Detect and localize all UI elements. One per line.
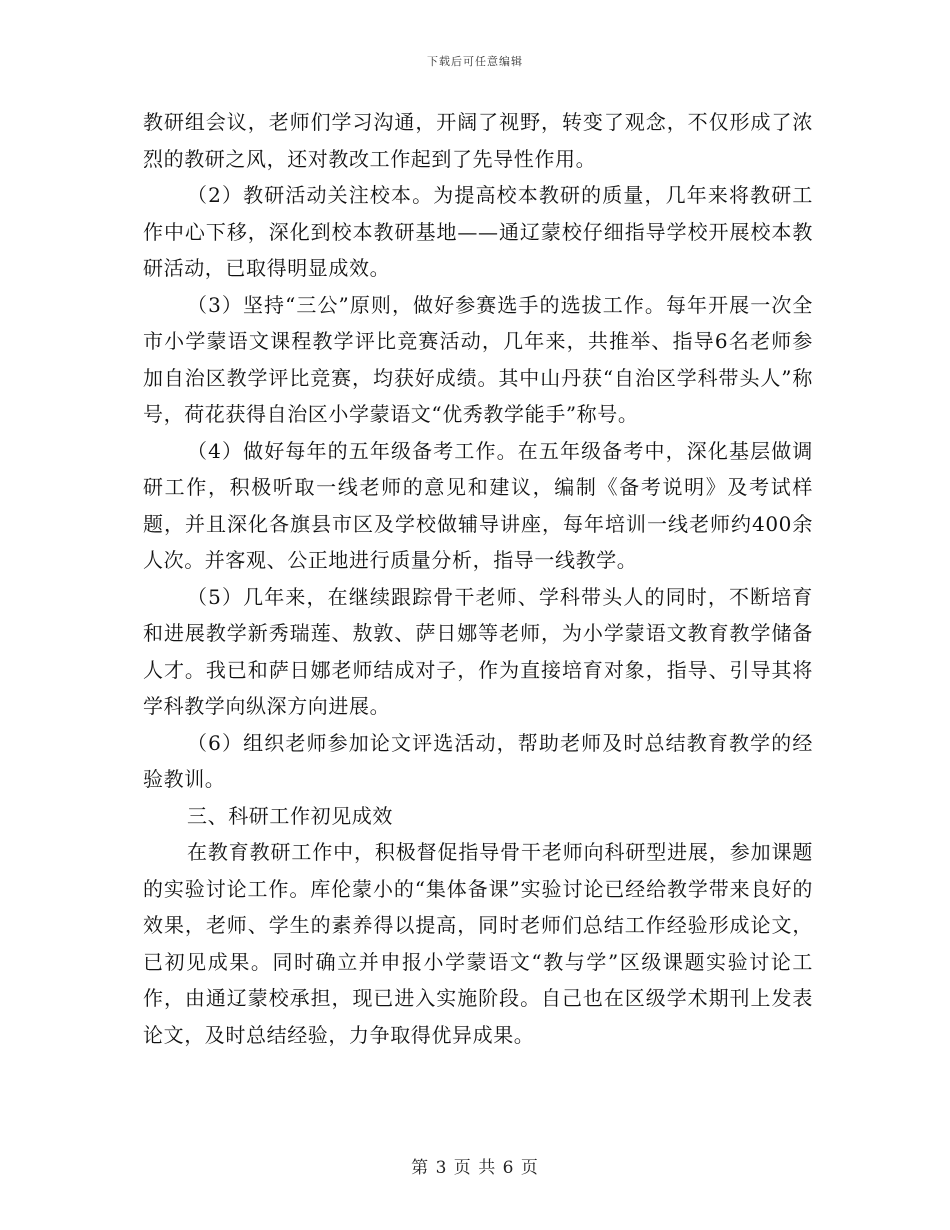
- document-body: [143, 104, 813, 1053]
- paragraph-continuation: 教研组会议，老师们学习沟通，开阔了视野，转变了观念，不仅形成了浓烈的教研之风，还对教改工作起到了先导性作用。: [143, 110, 813, 171]
- section-heading: 三、科研工作初见成效: [187, 803, 393, 828]
- paragraph-item-2: （2）教研活动关注校本。为提高校本教研的质量，几年来将教研工作中心下移，深化到校本教研基地——通辽蒙校仔细指导学校开展校本教研活动，已取得明显成效。: [143, 183, 813, 280]
- page-header: 下载后可任意编辑: [427, 55, 523, 68]
- paragraph-item-4: （4）做好每年的五年级备考工作。在五年级备考中，深化基层做调研工作，积极听取一线老师的意见和建议，编制《备考说明》及考试样题，并且深化各旗县市区及学校做辅导讲座，每年培训一线老师约400余人次。并客观、公正地进行质量分析，指导一线教学。: [143, 438, 813, 572]
- paragraph-research: 在教育教研工作中，积极督促指导骨干老师向科研型进展，参加课题的实验讨论工作。库伦蒙小的“集体备课”实验讨论已经给教学带来良好的效果，老师、学生的素养得以提高，同时老师们总结工作经验形成论文，已初见成果。同时确立并申报小学蒙语文“教与学”区级课题实验讨论工作，由通辽蒙校承担，现已进入实施阶段。自己也在区级学术期刊上发表论文，及时总结经验，力争取得优异成果。: [143, 840, 813, 1047]
- paragraph-item-3: （3）坚持“三公”原则，做好参赛选手的选拔工作。每年开展一次全市小学蒙语文课程教学评比竞赛活动，几年来，共推举、指导6名老师参加自治区教学评比竞赛，均获好成绩。其中山丹获“自治区学科带头人”称号，荷花获得自治区小学蒙语文“优秀教学能手”称号。: [143, 292, 813, 426]
- paragraph-item-5: （5）几年来，在继续跟踪骨干老师、学科带头人的同时，不断培育和进展教学新秀瑞莲、敖敦、萨日娜等老师，为小学蒙语文教育教学储备人才。我已和萨日娜老师结成对子，作为直接培育对象，指导、引导其将学科教学向纵深方向进展。: [143, 584, 813, 718]
- paragraph-item-6: （6）组织老师参加论文评选活动，帮助老师及时总结教育教学的经验教训。: [143, 730, 813, 791]
- page-number: 第 3 页 共 6 页: [411, 1158, 539, 1178]
